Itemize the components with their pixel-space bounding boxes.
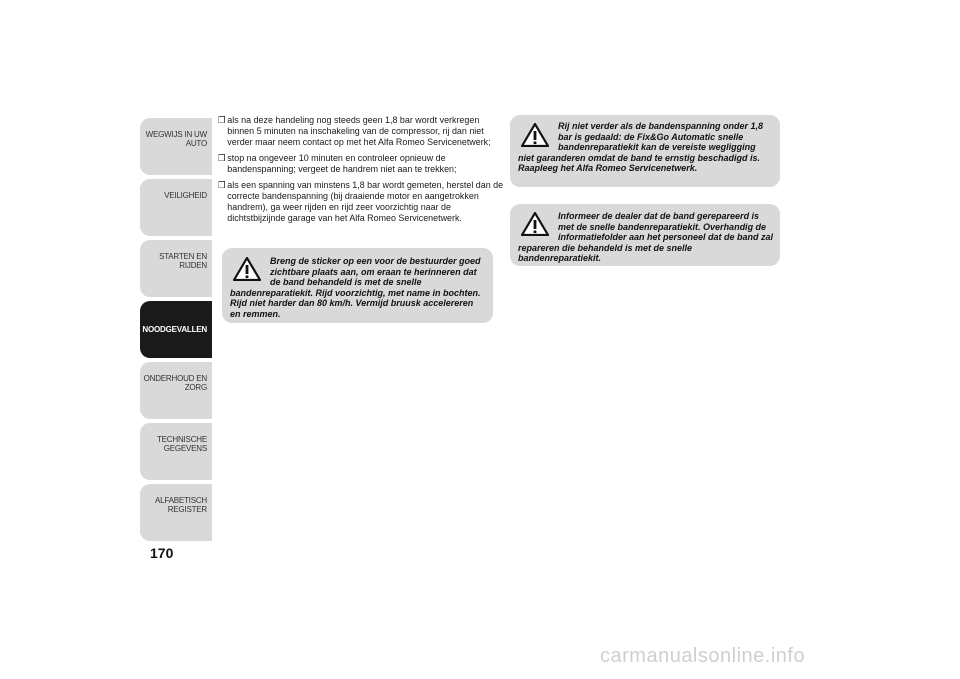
list-item-text: als na deze handeling nog steeds geen 1,8 bar wordt verkregen binnen 5 minuten na inschakeling van de compressor, rij dan niet verder maar neem contact op met het Alfa Romeo Servicenetwerk; [227, 115, 491, 148]
warning-text-wrap [518, 211, 774, 264]
tab-starten-en-rijden[interactable] [140, 240, 212, 297]
tab-label: ONDERHOUD EN ZORG [143, 374, 207, 392]
list-item-text: stop na ongeveer 10 minuten en controleer opnieuw de bandenspanning; vergeet de handrem niet aan te trekken; [227, 153, 457, 175]
warning-box [222, 248, 493, 323]
tab-label: VEILIGHEID [164, 191, 207, 200]
tab-label: TECHNISCHE GEGEVENS [156, 435, 207, 453]
tab-label: ALFABETISCH REGISTER [154, 496, 207, 514]
warning-text: Informeer de dealer dat de band gerepareerd is met de snelle bandenreparatiekit. Overhandig de informatiefolder aan het personeel dat de band zal repareren die behandeld is met de snelle bandenreparatiekit. [518, 211, 774, 263]
page-number: 170 [150, 545, 174, 561]
warning-text: Breng de sticker op een voor de bestuurder goed zichtbare plaats aan, om eraan te herinneren dat de band behandeld is met de snelle bandenreparatiekit. Rijd voorzichtig, met name in bochten. Rijd niet harder dan 80 km/h. Vermijd bruusk accelereren en remmen. [230, 256, 481, 319]
tab-label: NOODGEVALLEN [142, 325, 207, 334]
tab-noodgevallen[interactable] [140, 301, 212, 358]
warning-text-wrap [518, 121, 774, 174]
checkbox-bullet-icon: ❒ [218, 115, 226, 125]
list-item [218, 115, 504, 148]
tab-technische-gegevens[interactable] [140, 423, 212, 480]
warning-text-wrap [230, 256, 486, 319]
tab-label: STARTEN EN RIJDEN [159, 252, 207, 270]
list-item-text: als een spanning van minstens 1,8 bar wordt gemeten, herstel dan de correcte bandenspanning (bij draaiende motor en aangetrokken handrem), ga weer rijden en rijd zeer voorzichtig naar de dichtstbijzijnde garage van het Alfa Romeo Servicenetwerk. [227, 180, 504, 224]
checkbox-bullet-icon: ❒ [218, 180, 226, 190]
instruction-list [218, 115, 504, 229]
warning-box [510, 115, 780, 187]
warning-box [510, 204, 780, 266]
warning-text: Rij niet verder als de bandenspanning onder 1,8 bar is gedaald: de Fix&Go Automatic snelle bandenreparatiekit kan de vereiste wegligging niet garanderen omdat de band te ernstig beschadigd is. Raapleeg het Alfa Romeo Servicenetwerk. [518, 121, 764, 173]
tab-onderhoud-en-zorg[interactable] [140, 362, 212, 419]
tab-wegwijs-in-uw-auto[interactable] [140, 118, 212, 175]
watermark: carmanualsonline.info [600, 645, 806, 667]
list-item [218, 153, 504, 175]
checkbox-bullet-icon: ❒ [218, 153, 226, 163]
tab-alfabetisch-register[interactable] [140, 484, 212, 541]
list-item [218, 180, 504, 224]
tab-label: WEGWIJS IN UW AUTO [145, 130, 207, 148]
tab-veiligheid[interactable] [140, 179, 212, 236]
